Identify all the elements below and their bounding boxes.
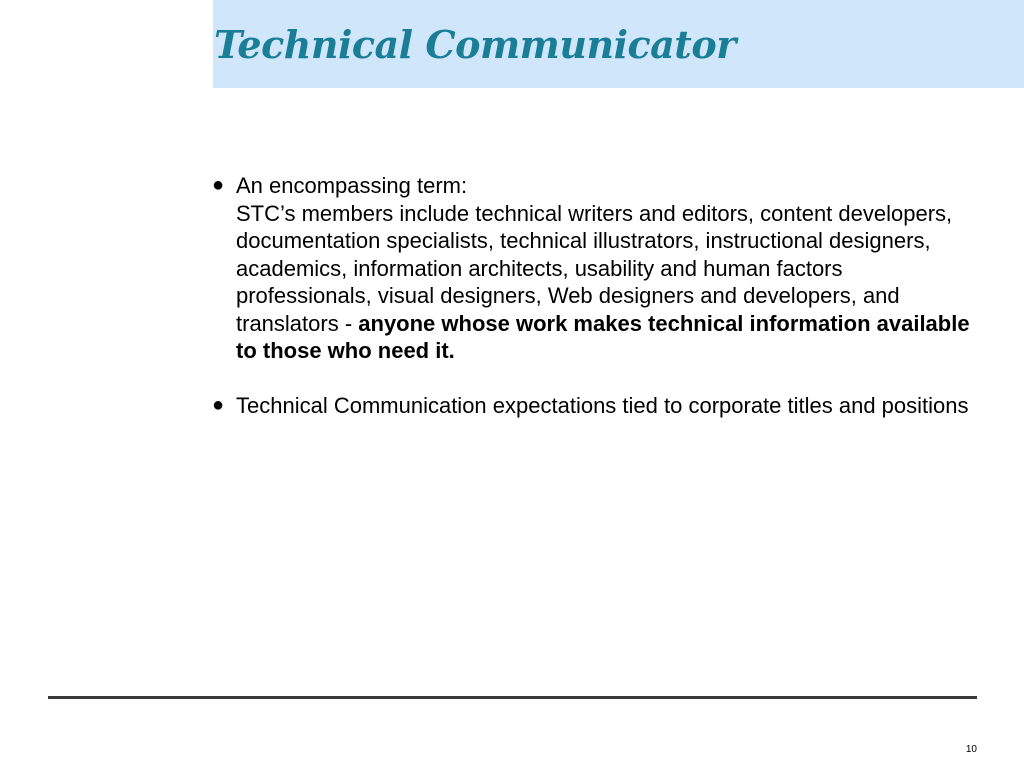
slide-body [212,172,982,419]
footer-divider [48,696,977,699]
page-number: 10 [965,744,977,755]
bullet-description: Technical Communication expectations tied to corporate titles and positions [236,392,969,418]
bullet-icon: ● [212,393,225,416]
bullet-description: STC’s members include technical writers and editors, content developers, documentation specialists, technical illustrators, instructional designers, academics, information architects, usability and human factors professionals, visual designers, Web designers and developers, and translators - [236,200,953,336]
slide-title: Technical Communicator [214,22,736,67]
bullet-heading: An encompassing term: [236,173,468,198]
bullet-emphasis: anyone whose work makes technical information available to those who need it. [236,310,970,363]
bullet-icon: ● [212,174,225,196]
bullet-text-2 [236,392,976,420]
bullet-item-1 [212,172,982,365]
bullet-item-2 [212,392,982,420]
bullet-text-1 [236,172,976,365]
